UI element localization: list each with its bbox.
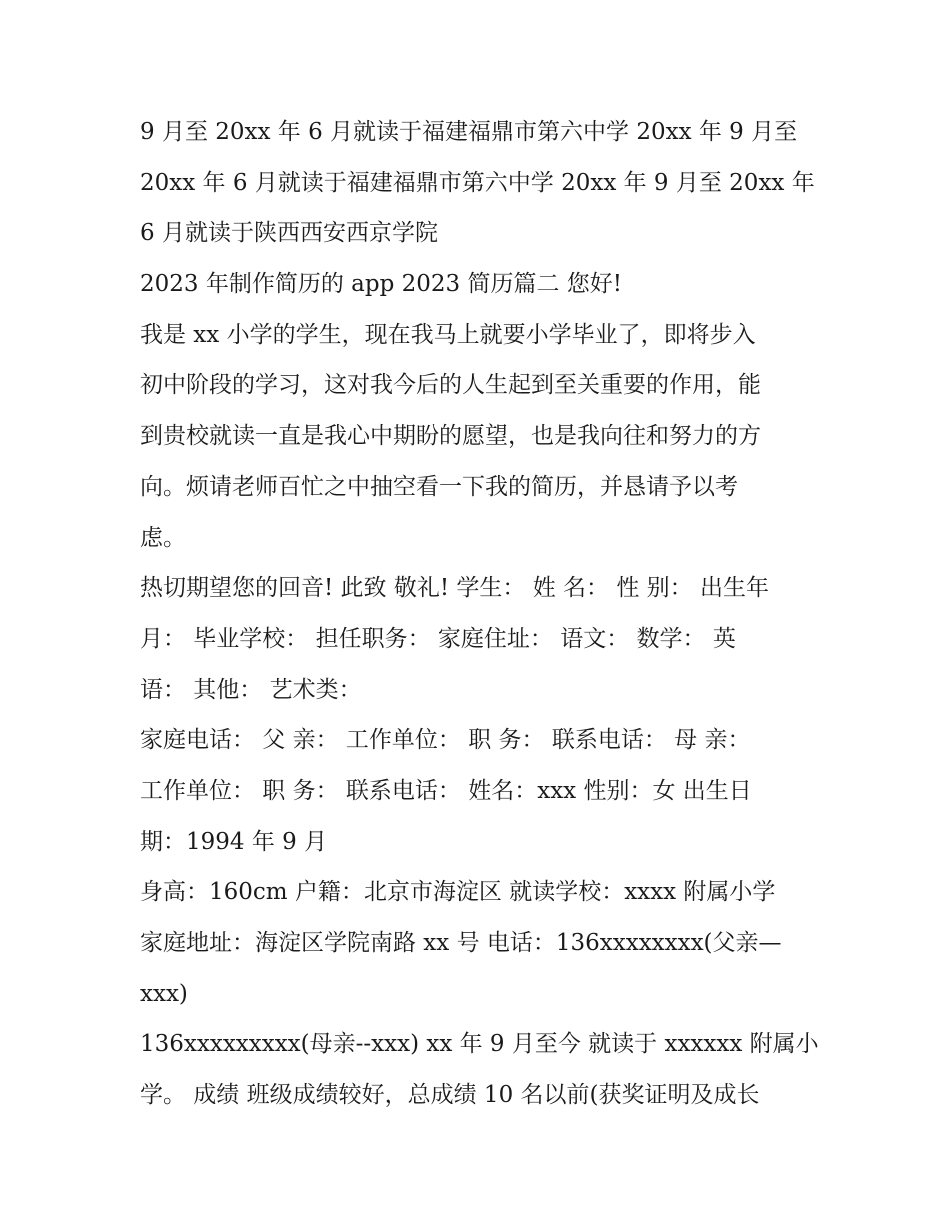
text-line: xxx): [140, 980, 188, 1007]
text-line: 语： 其他： 艺术类：: [140, 676, 362, 703]
text-line: 我是 xx 小学的学生，现在我马上就要小学毕业了，即将步入: [140, 321, 756, 348]
text-line: 136xxxxxxxxx(母亲--xxx) xx 年 9 月至今 就读于 xxxxxx 附属小: [140, 1031, 819, 1058]
text-line: 向。烦请老师百忙之中抽空看一下我的简历，并恳请予以考: [140, 473, 738, 500]
text-line: 家庭地址：海淀区学院南路 xx 号 电话：136xxxxxxxx(父亲—: [140, 930, 782, 956]
text-line: 20xx 年 6 月就读于福建福鼎市第六中学 20xx 年 9 月至 20xx 年: [140, 169, 815, 196]
text-line: 到贵校就读一直是我心中期盼的愿望，也是我向往和努力的方: [140, 423, 761, 450]
paragraph-section-heading: [140, 259, 820, 310]
document-body: [140, 107, 820, 1121]
text-line: 9 月至 20xx 年 6 月就读于福建福鼎市第六中学 20xx 年 9 月至: [140, 119, 798, 145]
text-line: 初中阶段的学习，这对我今后的人生起到至关重要的作用，能: [140, 372, 761, 399]
text-line: 6 月就读于陕西西安西京学院: [140, 220, 438, 247]
paragraph-school-record: [140, 1019, 820, 1120]
paragraph-family-fields: [140, 715, 820, 867]
text-line: 身高：160cm 户籍：北京市海淀区 就读学校：xxxx 附属小学: [140, 879, 776, 906]
text-line: 家庭电话： 父 亲： 工作单位： 职 务： 联系电话： 母 亲：: [140, 727, 751, 754]
paragraph-student-fields: [140, 563, 820, 715]
paragraph-personal-details: [140, 867, 820, 1019]
text-line: 期：1994 年 9 月: [140, 828, 328, 855]
paragraph-self-introduction: [140, 310, 820, 563]
text-line: 热切期望您的回音! 此致 敬礼! 学生： 姓 名： 性 别： 出生年: [140, 575, 769, 602]
text-line: 虑。: [140, 524, 186, 551]
text-line: 2023 年制作简历的 app 2023 简历篇二 您好!: [140, 271, 623, 298]
text-line: 工作单位： 职 务： 联系电话： 姓名：xxx 性别：女 出生日: [140, 777, 752, 804]
text-line: 学。 成绩 班级成绩较好，总成绩 10 名以前(获奖证明及成长: [140, 1082, 760, 1109]
paragraph-education-history: [140, 107, 820, 259]
text-line: 月： 毕业学校： 担任职务： 家庭住址： 语文： 数学： 英: [140, 625, 736, 652]
